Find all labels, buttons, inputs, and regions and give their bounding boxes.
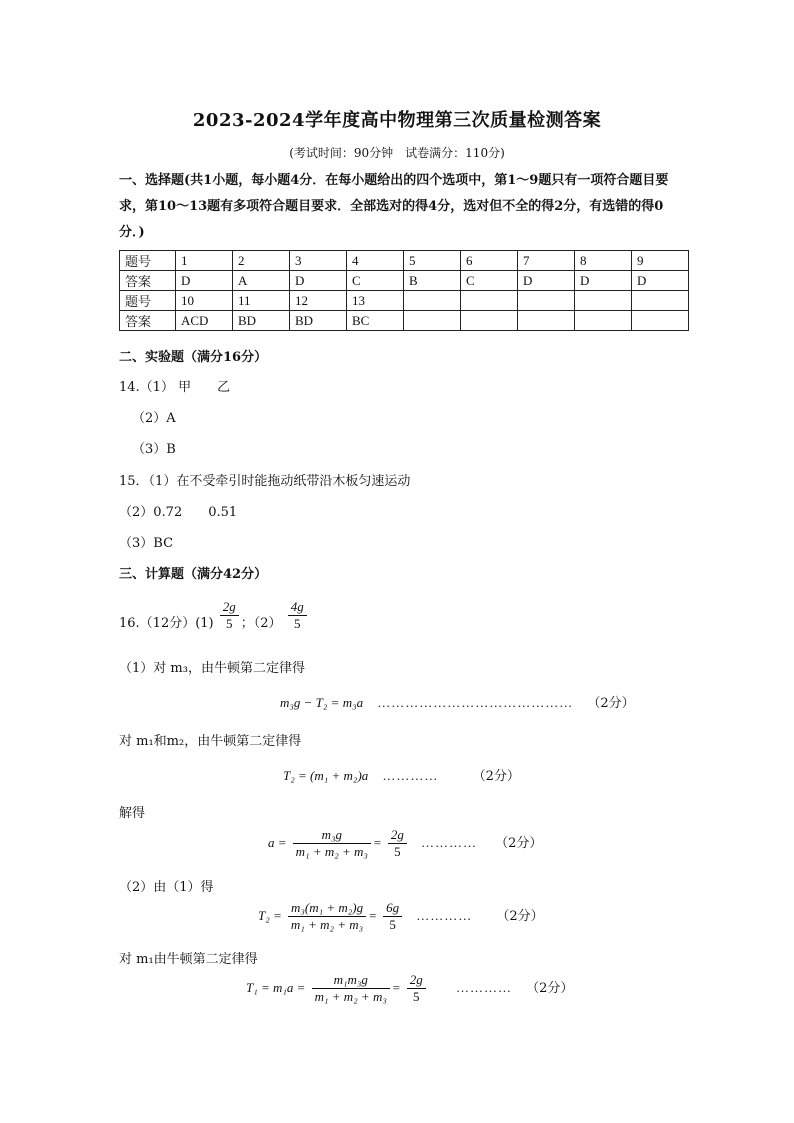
eq4-rnum: 6g: [383, 900, 402, 917]
answer-table-row: [120, 251, 689, 271]
answer-table-cell: A: [233, 271, 290, 291]
eq2-score: （2分）: [472, 769, 520, 784]
eq2-dots: …………: [382, 768, 439, 783]
answer-table-cell: ACD: [176, 311, 233, 331]
answer-table-cell: [518, 311, 575, 331]
eq3-result: [388, 827, 407, 860]
eq3-num: m₃g: [293, 827, 371, 844]
q14-part3: （3）B: [132, 442, 176, 457]
answer-table-cell: [404, 311, 461, 331]
answer-table-cell: D: [518, 271, 575, 291]
answer-table-cell: [518, 291, 575, 311]
eq4-num: m₃(m₁ + m₂)g: [288, 900, 366, 917]
answer-table-cell: BD: [233, 311, 290, 331]
answer-table-cell: D: [290, 271, 347, 291]
answer-table-header-cell: 题号: [120, 291, 176, 311]
eq4-dots: …………: [416, 908, 473, 923]
answer-table-cell: 6: [461, 251, 518, 271]
answer-table-cell: C: [347, 271, 404, 291]
answer-table-header-cell: 题号: [120, 251, 176, 271]
step3-text: （2）由（1）得: [119, 880, 214, 895]
answer-table-cell: D: [632, 271, 689, 291]
answer-table-header-cell: 答案: [120, 311, 176, 331]
answer-table-cell: 2: [233, 251, 290, 271]
answer-table-row: [120, 311, 689, 331]
eq5-result: [407, 972, 426, 1005]
q15-part2: （2）0.72 0.51: [119, 505, 238, 520]
answer-table-cell: BC: [347, 311, 404, 331]
eq5-lhs: T₁ = m₁a =: [246, 980, 306, 995]
solve-text: 解得: [119, 806, 146, 821]
answer-table-row: [120, 291, 689, 311]
eq4-lhs: T₂ =: [258, 908, 282, 923]
eq5-den: m₁ + m₂ + m₃: [314, 989, 387, 1004]
equation-5: T₁ = m₁a = $\frac{\text{m₁m₃g}}{\text{m₁ + m₂ + m₃}}$ = $\frac{2g}{5}$ ………… （2分）: [246, 972, 574, 1004]
q16-ans2-den: 5: [293, 616, 301, 631]
answer-table: [119, 250, 689, 331]
q16-answer2-fraction: [288, 599, 307, 632]
answer-table-cell: 1: [176, 251, 233, 271]
eq5-score: （2分）: [526, 981, 574, 996]
q14-part2: （2）A: [132, 411, 176, 426]
eq5-fraction: [312, 972, 390, 1005]
eq3-lhs: a =: [268, 835, 287, 850]
equation-4: T₂ = $\frac{\text{m₃(m₁ + m₂)g}}{\text{m₁ + m₂ + m₃}}$ = $\frac{6g}{5}$ ………… （2分）: [258, 900, 544, 932]
eq5-rnum: 2g: [407, 972, 426, 989]
eq1-score: （2分）: [587, 696, 635, 711]
eq4-score: （2分）: [496, 909, 544, 924]
answer-table-cell: 3: [290, 251, 347, 271]
equation-1: [280, 692, 635, 711]
answer-table-cell: [632, 291, 689, 311]
q16-prefix: 16.（12分）(1): [119, 616, 214, 631]
q16-separator: ；（2）: [240, 616, 282, 631]
answer-table-cell: 8: [575, 251, 632, 271]
eq4-rden: 5: [389, 917, 396, 932]
eq3-score: （2分）: [495, 836, 543, 851]
answer-table-cell: 5: [404, 251, 461, 271]
section1-heading: 一、选择题(共1小题，每小题4分．在每小题给出的四个选项中，第1～9题只有一项符合题目要求，第10～13题有多项符合题目要求．全部选对的得4分，选对但不全的得2分，有选错的得0分．): [119, 173, 669, 240]
q16-ans1-den: 5: [226, 616, 233, 631]
answer-table-cell: C: [461, 271, 518, 291]
eq4-fraction: [288, 900, 366, 933]
answer-table-cell: [404, 291, 461, 311]
section2-heading: 二、实验题（满分16分）: [119, 350, 268, 365]
answer-table-cell: BD: [290, 311, 347, 331]
eq1-expr: m₃g − T₂ = m₃a: [280, 695, 364, 710]
eq1-dots: ……………………………………: [377, 695, 574, 710]
answer-table-cell: B: [404, 271, 461, 291]
eq5-num: m₁m₃g: [312, 972, 390, 989]
answer-table-cell: 9: [632, 251, 689, 271]
answer-table-cell: 7: [518, 251, 575, 271]
eq5-rden: 5: [413, 989, 420, 1004]
answer-table-cell: D: [575, 271, 632, 291]
answer-table-cell: D: [176, 271, 233, 291]
answer-table-cell: 11: [233, 291, 290, 311]
eq3-rden: 5: [394, 844, 401, 859]
answer-table-cell: [575, 291, 632, 311]
q16-answer-line: [119, 599, 309, 640]
q14-part1: 14.（1） 甲 乙: [119, 380, 231, 395]
answer-table-cell: 12: [290, 291, 347, 311]
step2-text: 对 m₁和m₂，由牛顿第二定律得: [119, 734, 302, 749]
eq4-result: [383, 900, 402, 933]
equation-3: a = $\frac{\text{m₃g}}{\text{m₁ + m₂ + m₃}}$ = $\frac{2g}{5}$ ………… （2分）: [268, 827, 543, 859]
step1-text: （1）对 m₃，由牛顿第二定律得: [119, 661, 305, 676]
eq4-den: m₁ + m₂ + m₃: [290, 917, 364, 932]
section3-heading: 三、计算题（满分42分）: [119, 567, 268, 582]
eq3-fraction: [293, 827, 371, 860]
answer-table-cell: [575, 311, 632, 331]
eq2-expr: T₂ = (m₁ + m₂)a: [283, 768, 369, 783]
eq3-dots: …………: [421, 835, 478, 850]
answer-table-cell: [461, 291, 518, 311]
q16-ans2-num: 4g: [288, 599, 307, 616]
eq5-dots: …………: [455, 980, 512, 995]
answer-table-row: [120, 271, 689, 291]
q15-part1: 15．（1）在不受牵引时能拖动纸带沿木板匀速运动: [119, 474, 411, 489]
q15-part3: （3）BC: [119, 536, 174, 551]
answer-table-cell: 4: [347, 251, 404, 271]
eq3-rnum: 2g: [388, 827, 407, 844]
q16-answer1-fraction: [220, 599, 239, 632]
q16-ans1-num: 2g: [220, 599, 239, 616]
answer-table-cell: 13: [347, 291, 404, 311]
page-title: 2023-2024学年度高中物理第三次质量检测答案: [192, 110, 602, 131]
eq3-den: m₁ + m₂ + m₃: [295, 844, 368, 859]
exam-info: (考试时间：90分钟 试卷满分：110分): [289, 146, 505, 160]
answer-table-cell: [461, 311, 518, 331]
step4-text: 对 m₁由牛顿第二定律得: [119, 952, 258, 967]
answer-table-cell: 10: [176, 291, 233, 311]
answer-table-cell: [632, 311, 689, 331]
equation-2: [283, 765, 520, 784]
answer-table-header-cell: 答案: [120, 271, 176, 291]
